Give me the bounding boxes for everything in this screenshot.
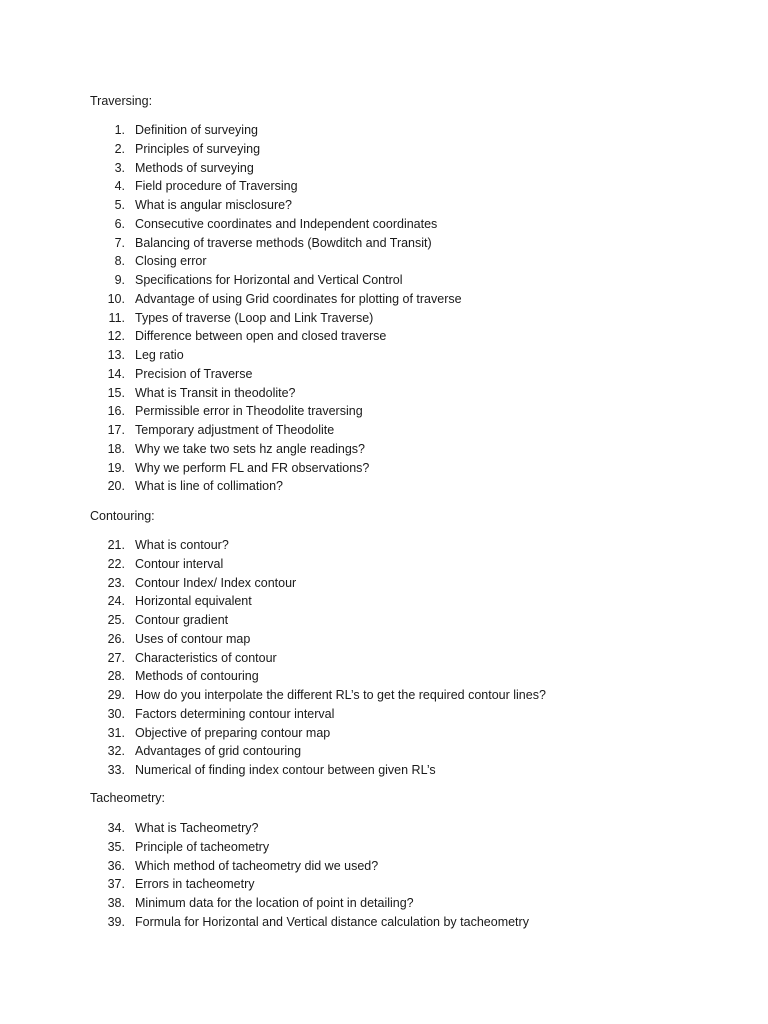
- section-heading-traversing: Traversing:: [90, 94, 153, 108]
- item-number: 9.: [114, 273, 125, 287]
- item-number: 4.: [114, 179, 125, 194]
- item-text: What is Transit in theodolite?: [135, 385, 296, 400]
- item-number: 8.: [114, 254, 125, 269]
- item-number: 11.: [108, 310, 125, 325]
- item-text: Advantages of grid contouring: [135, 744, 302, 759]
- item-text: Why we take two sets hz angle readings?: [135, 441, 365, 456]
- item-number: 10.: [107, 291, 125, 306]
- item-number: 13.: [107, 348, 125, 362]
- item-number: 32.: [107, 744, 125, 759]
- item-text: Balancing of traverse methods (Bowditch and Transit): [135, 235, 432, 250]
- item-text: Principle of tacheometry: [135, 839, 270, 854]
- item-text: Leg ratio: [135, 348, 184, 362]
- item-text: Methods of contouring: [135, 669, 259, 684]
- item-text: Permissible error in Theodolite traversing: [135, 404, 363, 419]
- item-number: 21.: [107, 538, 125, 552]
- item-number: 12.: [107, 329, 125, 344]
- item-number: 5.: [114, 198, 125, 212]
- section-heading-contouring: Contouring:: [90, 509, 155, 523]
- item-text: Which method of tacheometry did we used?: [135, 858, 379, 873]
- item-text: What is contour?: [135, 538, 229, 552]
- item-text: Methods of surveying: [135, 160, 254, 175]
- item-number: 19.: [107, 460, 125, 475]
- item-number: 2.: [114, 141, 125, 156]
- item-text: Difference between open and closed traverse: [135, 329, 387, 344]
- item-text: What is Tacheometry?: [135, 821, 259, 835]
- item-number: 3.: [114, 160, 125, 175]
- item-text: Advantage of using Grid coordinates for plotting of traverse: [135, 291, 462, 306]
- item-number: 31.: [107, 725, 125, 740]
- item-number: 16.: [107, 404, 125, 419]
- item-text: Formula for Horizontal and Vertical distance calculation by tacheometry: [135, 914, 529, 929]
- item-number: 18.: [107, 441, 125, 456]
- item-text: Factors determining contour interval: [135, 706, 335, 721]
- item-text: Closing error: [135, 254, 207, 269]
- item-number: 26.: [107, 631, 125, 646]
- item-number: 28.: [107, 669, 125, 684]
- item-number: 23.: [107, 575, 125, 590]
- item-number: 22.: [107, 556, 125, 571]
- item-text: Minimum data for the location of point in detailing?: [135, 896, 414, 910]
- item-text: How do you interpolate the different RL’s to get the required contour lines?: [135, 688, 546, 702]
- item-text: Horizontal equivalent: [135, 594, 252, 609]
- item-number: 25.: [107, 613, 125, 627]
- item-number: 17.: [107, 423, 125, 437]
- item-number: 20.: [107, 479, 125, 494]
- item-number: 38.: [107, 896, 125, 910]
- item-text: Precision of Traverse: [135, 366, 253, 381]
- item-number: 35.: [107, 839, 125, 854]
- item-text: Errors in tacheometry: [135, 877, 255, 892]
- item-number: 14.: [107, 366, 125, 381]
- item-text: Objective of preparing contour map: [135, 725, 331, 740]
- item-number: 6.: [114, 216, 125, 231]
- item-number: 36.: [107, 858, 125, 873]
- item-number: 33.: [107, 763, 125, 777]
- section-heading-tacheometry: Tacheometry:: [90, 791, 166, 805]
- item-text: Specifications for Horizontal and Vertical Control: [135, 273, 403, 287]
- item-text: Contour gradient: [135, 613, 229, 627]
- item-number: 34.: [107, 821, 125, 835]
- item-number: 29.: [107, 688, 125, 702]
- item-number: 15.: [107, 385, 125, 400]
- item-text: Why we perform FL and FR observations?: [135, 460, 370, 475]
- item-number: 27.: [107, 650, 125, 665]
- item-text: Definition of surveying: [135, 123, 258, 137]
- item-text: Contour interval: [135, 556, 224, 571]
- item-text: Field procedure of Traversing: [135, 179, 298, 194]
- item-text: Contour Index/ Index contour: [135, 575, 297, 590]
- item-number: 24.: [107, 594, 125, 609]
- item-number: 7.: [114, 235, 125, 250]
- item-number: 30.: [107, 706, 125, 721]
- item-text: Types of traverse (Loop and Link Traverse): [135, 310, 374, 325]
- item-number: 39.: [107, 914, 125, 929]
- item-text: Consecutive coordinates and Independent coordinates: [135, 216, 438, 231]
- item-text: Characteristics of contour: [135, 650, 277, 665]
- item-number: 1.: [114, 123, 125, 137]
- item-text: Temporary adjustment of Theodolite: [135, 423, 335, 437]
- item-text: What is line of collimation?: [135, 479, 283, 494]
- item-number: 37.: [107, 877, 125, 892]
- item-text: Numerical of finding index contour between given RL’s: [135, 763, 436, 777]
- item-text: What is angular misclosure?: [135, 198, 293, 212]
- item-text: Principles of surveying: [135, 141, 261, 156]
- item-text: Uses of contour map: [135, 631, 251, 646]
